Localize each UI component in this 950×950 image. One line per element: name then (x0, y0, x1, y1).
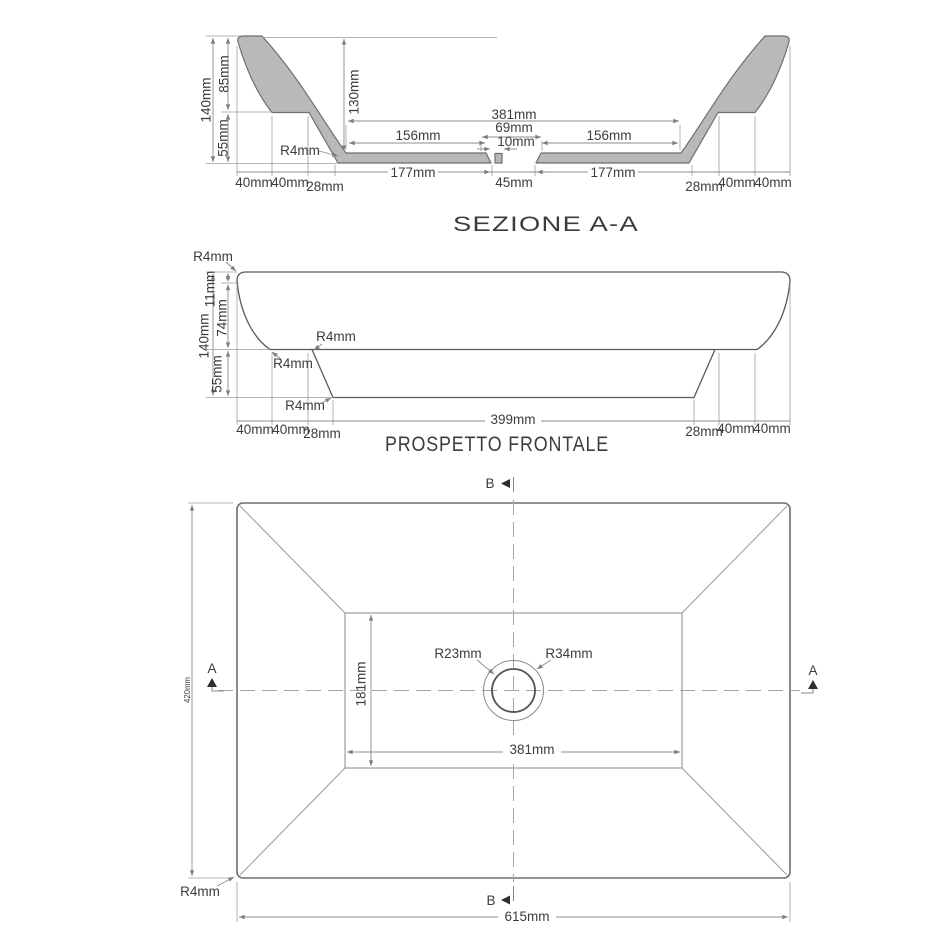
dim-section-fillet: R4mm (280, 143, 320, 158)
fillet-front-step: R4mm (273, 356, 313, 371)
dim-front-wall-l3: 28mm (303, 426, 341, 441)
dim-section-lower: 55mm (215, 119, 231, 157)
dim-plan-corner-fillet: R4mm (180, 884, 220, 899)
cut-label-b-bottom: B (486, 893, 496, 908)
cut-label-a-right: A (808, 663, 818, 678)
front-title: PROSPETTO FRONTALE (385, 433, 609, 456)
dim-front-wall-l1: 40mm (236, 422, 274, 437)
dim-section-bottom-left: 177mm (390, 165, 436, 180)
drain-lip-section (495, 154, 502, 164)
fillet-front-slope-bottom: R4mm (285, 398, 325, 413)
dim-drain-outer-radius: R34mm (545, 646, 593, 661)
dim-plan-width: 615mm (504, 909, 550, 924)
dim-front-rim: 11mm (202, 270, 218, 308)
dim-section-bottom-right: 177mm (590, 165, 636, 180)
dim-front-wall-r3: 28mm (685, 424, 723, 439)
dim-front-base-width: 399mm (490, 412, 536, 427)
dim-floor-left: 156mm (395, 128, 441, 143)
dim-section-wall-l2: 40mm (271, 175, 309, 190)
dim-front-wall-r1: 40mm (753, 421, 791, 436)
dim-section-depth: 130mm (346, 69, 362, 115)
dim-section-inner-width: 381mm (491, 107, 537, 122)
dim-front-total-height: 140mm (196, 313, 212, 359)
dim-front-lower: 55mm (209, 355, 225, 393)
dim-front-wall-l2: 40mm (272, 422, 310, 437)
dim-section-wall-r1: 40mm (754, 175, 792, 190)
dim-drain-lip: 10mm (497, 134, 535, 149)
dim-drain-span: 69mm (495, 120, 533, 135)
dim-section-wall-r2: 40mm (718, 175, 756, 190)
dim-section-total-height: 140mm (198, 77, 214, 123)
fillet-front-slope-top: R4mm (316, 329, 356, 344)
dim-front-wall-r2: 40mm (717, 421, 755, 436)
cut-label-a-left: A (207, 661, 217, 676)
section-title: SEZIONE A-A (453, 213, 639, 236)
dim-section-wall-l3: 28mm (306, 179, 344, 194)
dim-section-wall-l1: 40mm (235, 175, 273, 190)
cut-label-b-top: B (485, 476, 495, 491)
dim-floor-right: 156mm (586, 128, 632, 143)
dim-section-upper: 85mm (216, 55, 232, 93)
dim-plan-inner-width: 381mm (509, 742, 555, 757)
dim-section-wall-r3: 28mm (685, 179, 723, 194)
dim-drain-inner-radius: R23mm (434, 646, 482, 661)
dim-plan-inner-depth: 181mm (353, 661, 369, 707)
dim-front-upper: 74mm (214, 299, 230, 337)
fillet-front-top: R4mm (193, 249, 233, 264)
dim-drain-gap: 45mm (495, 175, 533, 190)
dim-plan-depth: 420mm (183, 676, 192, 703)
